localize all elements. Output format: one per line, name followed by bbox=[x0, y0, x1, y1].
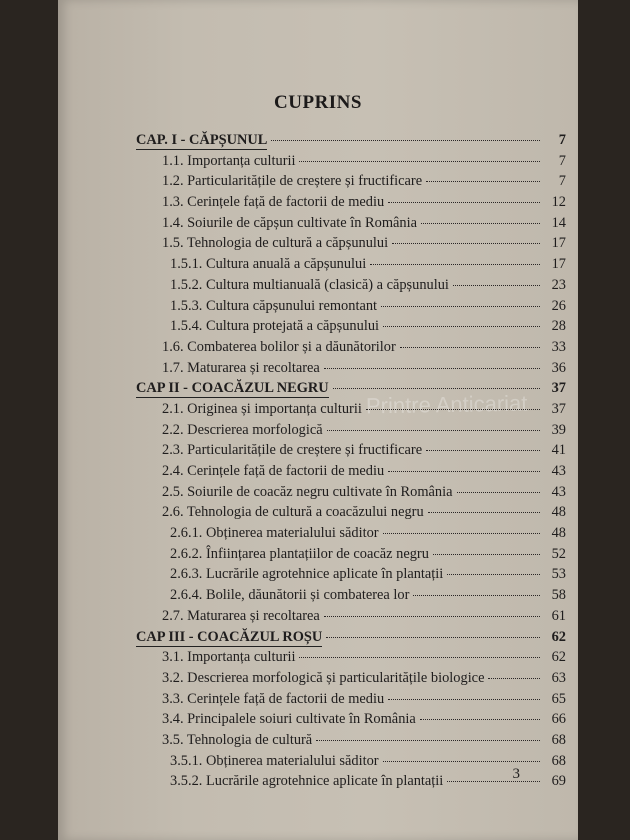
toc-entry-row bbox=[136, 215, 566, 236]
toc-entry-title: 3.3. Cerințele față de factorii de mediu bbox=[162, 690, 385, 707]
toc-entry-row bbox=[136, 566, 566, 587]
toc-entry-row bbox=[136, 194, 566, 215]
toc-entry-title: 2.6.4. Bolile, dăunătorii și combaterea lor bbox=[170, 587, 410, 604]
dot-leader bbox=[488, 678, 540, 679]
toc-page-number: 28 bbox=[551, 318, 566, 335]
dot-leader bbox=[388, 471, 540, 472]
dot-leader bbox=[453, 285, 540, 286]
toc-page-number: 66 bbox=[551, 711, 566, 728]
dot-leader bbox=[420, 719, 540, 720]
dot-leader bbox=[388, 699, 540, 700]
toc-entry-row bbox=[136, 773, 566, 794]
toc-page-number: 62 bbox=[551, 628, 566, 645]
dot-leader bbox=[366, 409, 540, 410]
toc-entry-title: 1.4. Soiurile de căpșun cultivate în România bbox=[162, 214, 417, 231]
toc-entry-row bbox=[136, 525, 566, 546]
toc-entry-row bbox=[136, 360, 566, 381]
toc-entry-title: 2.6. Tehnologia de cultură a coacăzului negru bbox=[162, 504, 424, 521]
toc-entry-row bbox=[136, 318, 566, 339]
toc-entry-row bbox=[136, 401, 566, 422]
dot-leader bbox=[316, 740, 540, 741]
dot-leader bbox=[299, 161, 540, 162]
dot-leader bbox=[400, 347, 540, 348]
toc-entry-title: 2.3. Particularitățile de creștere și fructificare bbox=[162, 442, 423, 459]
toc-page-number: 65 bbox=[551, 690, 566, 707]
dot-leader bbox=[428, 512, 540, 513]
page-number: 3 bbox=[512, 766, 520, 782]
dot-leader bbox=[327, 430, 540, 431]
toc-entry-title: 3.5.1. Obținerea materialului săditor bbox=[170, 752, 379, 769]
toc-page-number: 68 bbox=[551, 731, 566, 748]
toc-entry-title: 1.5.1. Cultura anuală a căpșunului bbox=[170, 256, 367, 273]
toc-page-number: 39 bbox=[551, 421, 566, 438]
toc-entry-row bbox=[136, 587, 566, 608]
toc-chapter-row bbox=[136, 132, 566, 153]
toc-entry-title: 3.1. Importanța culturii bbox=[162, 649, 296, 666]
toc-entry-row bbox=[136, 422, 566, 443]
toc-entry-row bbox=[136, 277, 566, 298]
toc-page-number: 37 bbox=[551, 380, 566, 397]
toc-page-number: 7 bbox=[558, 173, 566, 190]
dot-leader bbox=[413, 595, 540, 596]
toc-page-number: 43 bbox=[551, 463, 566, 479]
dot-leader bbox=[433, 554, 540, 555]
toc-entry-title: 2.6.2. Înființarea plantațiilor de coacăz negru bbox=[170, 545, 429, 562]
book-page bbox=[58, 0, 578, 840]
chapter-title-underlined: CAP II - COACĂZUL NEGRU bbox=[136, 380, 329, 397]
toc-entry-title: 1.5. Tehnologia de cultură a căpșunului bbox=[162, 235, 389, 252]
toc-page-number: 52 bbox=[551, 545, 566, 562]
toc-entry-title: 2.2. Descrierea morfologică bbox=[162, 421, 323, 438]
toc-entry-row bbox=[136, 504, 566, 525]
toc-page-number: 17 bbox=[551, 256, 566, 273]
toc-entry-row bbox=[136, 173, 566, 194]
dot-leader bbox=[392, 243, 540, 244]
toc-page-number: 53 bbox=[551, 566, 566, 583]
toc-page-number: 33 bbox=[551, 338, 566, 355]
toc-page-number: 68 bbox=[551, 752, 566, 769]
toc-page-number: 36 bbox=[551, 359, 566, 376]
toc-chapter-row bbox=[136, 629, 566, 650]
toc-entry-row bbox=[136, 732, 566, 753]
dot-leader bbox=[447, 781, 540, 782]
toc-entry-title: 3.4. Principalele soiuri cultivate în România bbox=[162, 711, 416, 728]
dot-leader bbox=[388, 202, 540, 203]
toc-entry-row bbox=[136, 235, 566, 256]
toc-page-number: 7 bbox=[558, 132, 566, 148]
dot-leader bbox=[324, 368, 540, 369]
toc-entry-title: 3.5. Tehnologia de cultură bbox=[162, 731, 313, 748]
toc-entry-row bbox=[136, 711, 566, 732]
toc-page-number: 41 bbox=[551, 442, 566, 459]
toc-page-number: 43 bbox=[551, 483, 566, 500]
toc-entry-title: 2.1. Originea și importanța culturii bbox=[162, 400, 362, 417]
toc-page-number: 62 bbox=[551, 649, 566, 666]
toc-page-number: 26 bbox=[551, 297, 566, 314]
dot-leader bbox=[426, 181, 540, 182]
dot-leader bbox=[447, 574, 540, 575]
dot-leader bbox=[383, 761, 540, 762]
toc-entry-title: 1.5.4. Cultura protejată a căpșunului bbox=[170, 318, 380, 335]
toc-entry-title: 1.6. Combaterea bolilor și a dăunătorilor bbox=[162, 338, 396, 355]
dot-leader bbox=[426, 450, 540, 451]
chapter-title-underlined: CAP. I - CĂPȘUNUL bbox=[136, 132, 268, 148]
toc-entry-title: 1.5.2. Cultura multianuală (clasică) a căpșunului bbox=[170, 276, 449, 293]
toc-entry-row bbox=[136, 339, 566, 360]
toc-entry-title: 1.1. Importanța culturii bbox=[162, 152, 296, 169]
toc-entry-title: 2.4. Cerințele față de factorii de mediu bbox=[162, 463, 385, 479]
dot-leader bbox=[381, 306, 540, 307]
toc-entry-title: 2.7. Maturarea și recoltarea bbox=[162, 607, 320, 624]
toc-entry-title: 2.6.1. Obținerea materialului săditor bbox=[170, 525, 379, 542]
toc-page-number: 58 bbox=[551, 587, 566, 604]
toc-page-number: 12 bbox=[551, 194, 566, 211]
dot-leader bbox=[383, 533, 540, 534]
dot-leader bbox=[299, 657, 540, 658]
toc-entry-row bbox=[136, 691, 566, 712]
toc-entry-title: 3.2. Descrierea morfologică și particularitățile biologice bbox=[162, 669, 485, 686]
toc-page-number: 61 bbox=[551, 607, 566, 624]
toc-entry-row bbox=[136, 753, 566, 774]
dot-leader bbox=[271, 140, 540, 141]
toc-page-number: 69 bbox=[551, 773, 566, 790]
dot-leader bbox=[326, 637, 540, 638]
toc-entry-row bbox=[136, 670, 566, 691]
dot-leader bbox=[370, 264, 540, 265]
toc-entry-row bbox=[136, 608, 566, 629]
toc-entry-title: 2.6.3. Lucrările agrotehnice aplicate în plantații bbox=[170, 566, 444, 583]
toc-entry-row bbox=[136, 153, 566, 174]
watermark: Printre Anticariat bbox=[365, 390, 528, 419]
dot-leader bbox=[383, 326, 540, 327]
toc-page-number: 17 bbox=[551, 235, 566, 252]
toc-entry-title: 1.2. Particularitățile de creștere și fructificare bbox=[162, 173, 423, 190]
table-of-contents bbox=[136, 132, 566, 794]
dot-leader bbox=[324, 616, 540, 617]
toc-entry-row bbox=[136, 649, 566, 670]
dot-leader bbox=[421, 223, 540, 224]
toc-page-number: 7 bbox=[558, 152, 566, 169]
toc-entry-row bbox=[136, 463, 566, 484]
toc-entry-row bbox=[136, 298, 566, 319]
toc-entry-row bbox=[136, 546, 566, 567]
toc-entry-title: 1.7. Maturarea și recoltarea bbox=[162, 359, 320, 376]
toc-entry-row bbox=[136, 484, 566, 505]
toc-page-number: 23 bbox=[551, 276, 566, 293]
toc-page-number: 48 bbox=[551, 504, 566, 521]
toc-entry-title: 1.3. Cerințele față de factorii de mediu bbox=[162, 194, 385, 211]
dot-leader bbox=[457, 492, 540, 493]
toc-entry-title: 3.5.2. Lucrările agrotehnice aplicate în plantații bbox=[170, 773, 444, 790]
toc-entry-title: 2.5. Soiurile de coacăz negru cultivate în România bbox=[162, 483, 453, 500]
toc-entry-row bbox=[136, 256, 566, 277]
toc-page-number: 48 bbox=[551, 525, 566, 542]
toc-page-number: 63 bbox=[551, 669, 566, 686]
chapter-title-underlined: CAP III - COACĂZUL ROȘU bbox=[136, 628, 323, 645]
toc-page-number: 37 bbox=[551, 400, 566, 417]
toc-page-number: 14 bbox=[551, 214, 566, 231]
page-title: CUPRINS bbox=[274, 92, 362, 113]
toc-chapter-row bbox=[136, 380, 566, 401]
toc-entry-row bbox=[136, 442, 566, 463]
toc-entry-title: 1.5.3. Cultura căpșunului remontant bbox=[170, 297, 378, 314]
dot-leader bbox=[333, 388, 540, 389]
